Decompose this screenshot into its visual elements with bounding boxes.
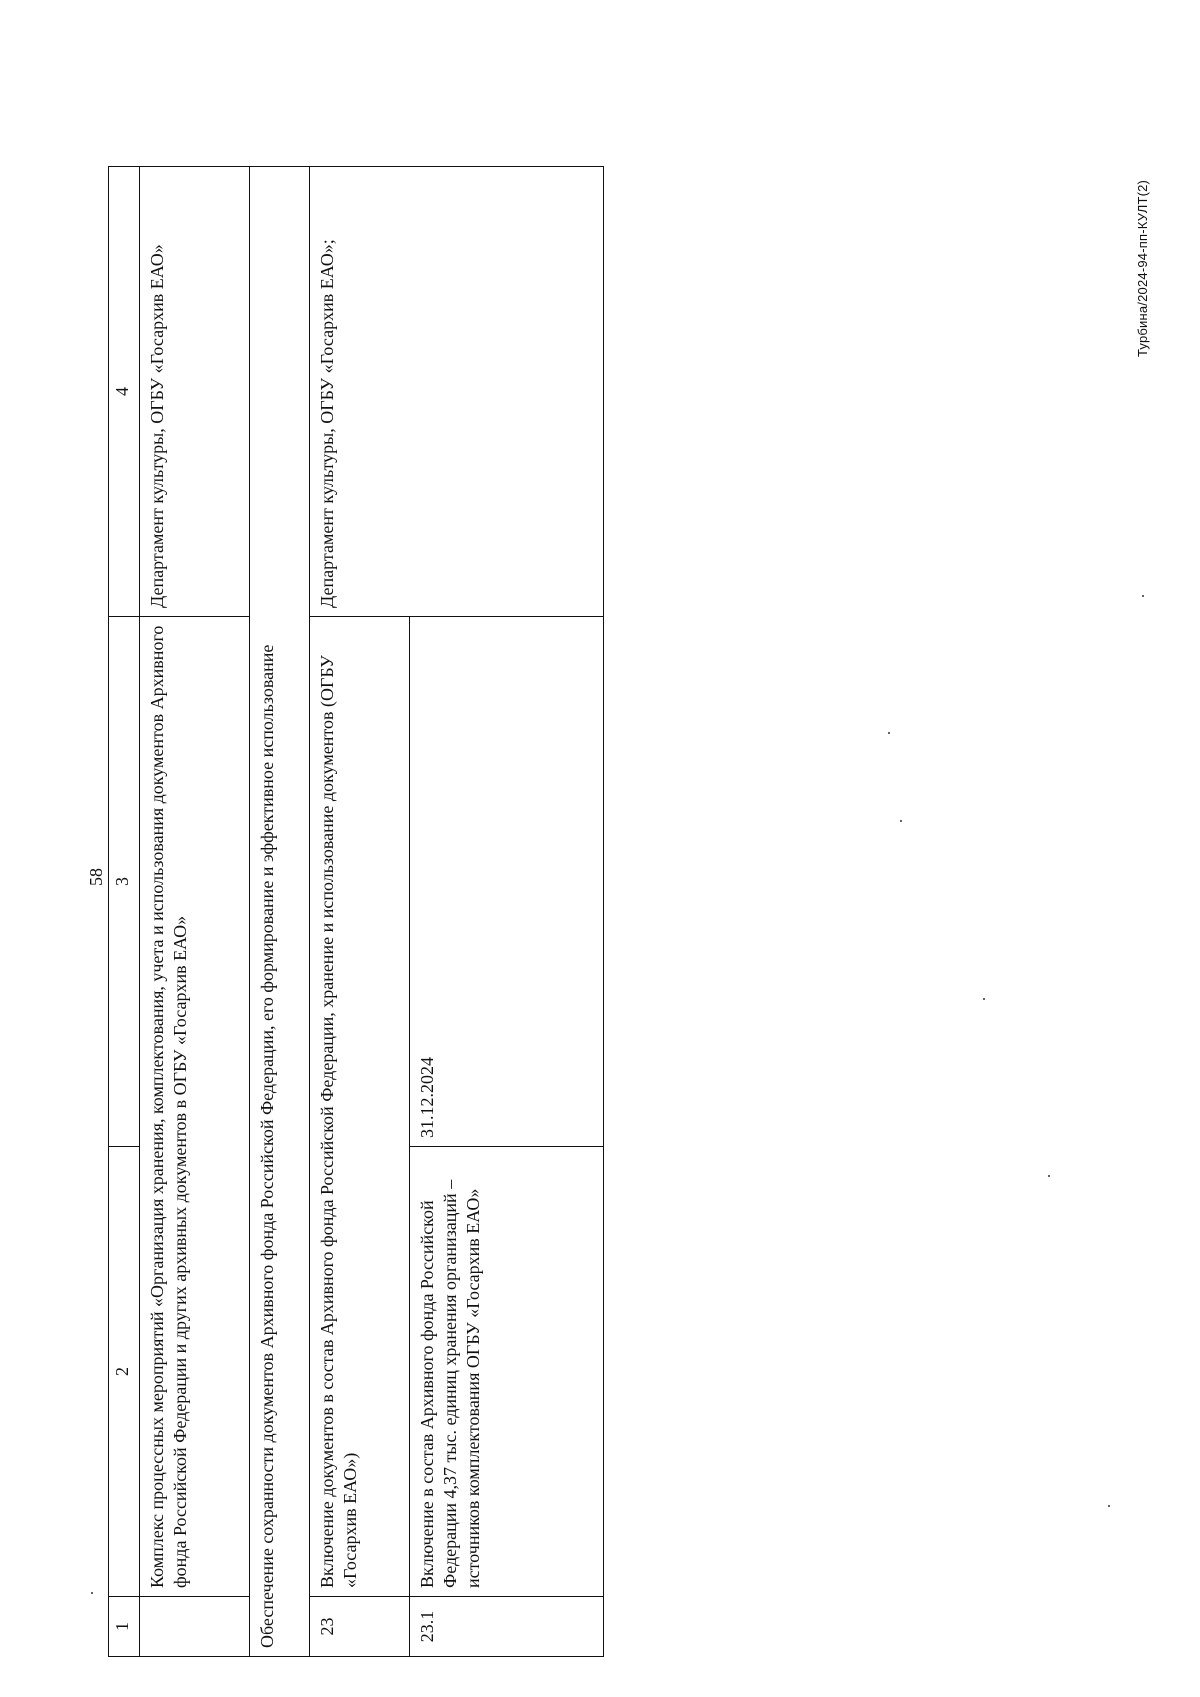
section-row (250, 167, 310, 1657)
header-cell: 2 (109, 1147, 140, 1597)
scan-speck (900, 820, 902, 822)
row-description-cell: Комплекс процессных мероприятий «Организация хранения, комплектования, учета и использования документов Архивного фонда Российской Федерации и других архивных документов в ОГБУ «Госархив ЕАО» (140, 617, 250, 1597)
row-description-cell: Включение документов в состав Архивного фонда Российской Федерации, хранение и использование документов (ОГБУ «Госархив ЕАО») (310, 617, 410, 1597)
page-number: 58 (86, 868, 106, 886)
header-cell: 4 (109, 167, 140, 617)
table-row (310, 167, 410, 1657)
header-cell: 1 (109, 1597, 140, 1657)
row-description-cell: Включение в состав Архивного фонда Российской Федерации 4,37 тыс. единиц хранения организаций – источников комплектования ОГБУ «Госархив ЕАО» (410, 1147, 604, 1597)
section-heading-cell: Обеспечение сохранности документов Архивного фонда Российской Федерации, его формирование и эффективное использование (250, 167, 310, 1657)
header-cell: 3 (109, 617, 140, 1147)
row-date-cell: 31.12.2024 (410, 617, 604, 1147)
scan-speck (983, 998, 985, 1000)
scan-speck (1142, 595, 1144, 597)
table-header-row (109, 167, 140, 1657)
row-responsible-cell: Департамент культуры, ОГБУ «Госархив ЕАО» (140, 167, 250, 617)
row-number-cell (140, 1597, 250, 1657)
scan-speck (1048, 1175, 1050, 1177)
table-row (140, 167, 250, 1657)
row-number-cell: 23.1 (410, 1597, 604, 1657)
program-table (108, 166, 604, 1657)
document-code: Турбина/2024-94-пп-КУЛТ(2) (1135, 179, 1150, 357)
scan-speck (888, 732, 890, 734)
scan-speck (91, 1592, 93, 1594)
row-number-cell: 23 (310, 1597, 410, 1657)
scan-speck (1108, 1505, 1110, 1507)
row-responsible-cell: Департамент культуры, ОГБУ «Госархив ЕАО»; (310, 167, 604, 617)
